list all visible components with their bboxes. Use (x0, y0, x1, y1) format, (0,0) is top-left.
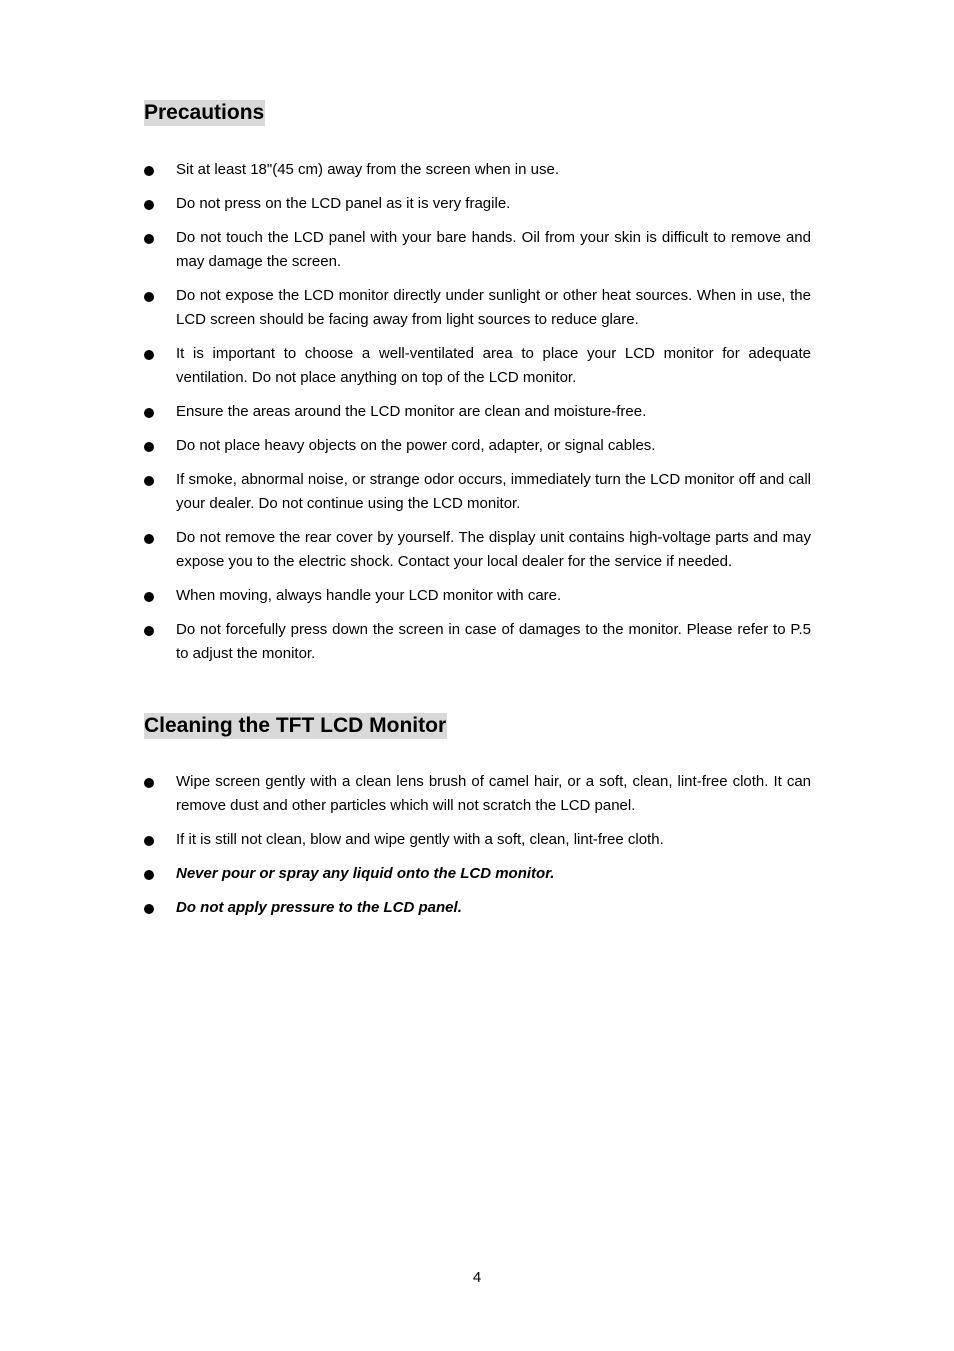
list-item-text: It is important to choose a well-ventilated area to place your LCD monitor for adequate ventilation. Do not place anything on top of the LCD monitor. (176, 345, 811, 386)
list-item-text: Do not apply pressure to the LCD panel. (176, 899, 462, 916)
list-item (144, 828, 811, 852)
list-item-text: Do not expose the LCD monitor directly under sunlight or other heat sources. When in use, the LCD screen should be facing away from light sources to reduce glare. (176, 287, 811, 328)
list-item (144, 192, 811, 216)
list-item-text: Never pour or spray any liquid onto the LCD monitor. (176, 865, 555, 882)
bullet-icon (144, 476, 154, 486)
list-item-text: When moving, always handle your LCD monitor with care. (176, 587, 562, 604)
bullet-icon (144, 836, 154, 846)
list-item-text: Do not forcefully press down the screen in case of damages to the monitor. Please refer to P.5 to adjust the monitor. (176, 621, 811, 662)
section-heading-cleaning: Cleaning the TFT LCD Monitor (144, 714, 447, 737)
bullet-icon (144, 292, 154, 302)
list-item-text: Sit at least 18"(45 cm) away from the screen when in use. (176, 161, 559, 178)
bullet-icon (144, 626, 154, 636)
bullet-icon (144, 234, 154, 244)
list-item (144, 584, 811, 608)
precautions-list (144, 158, 811, 676)
list-item-text: Do not place heavy objects on the power cord, adapter, or signal cables. (176, 437, 656, 454)
list-item-text: If smoke, abnormal noise, or strange odor occurs, immediately turn the LCD monitor off and call your dealer. Do not continue using the LCD monitor. (176, 471, 811, 512)
list-item-text: Do not remove the rear cover by yourself. The display unit contains high-voltage parts and may expose you to the electric shock. Contact your local dealer for the service if needed. (176, 529, 811, 570)
bullet-icon (144, 350, 154, 360)
list-item-text: If it is still not clean, blow and wipe gently with a soft, clean, lint-free cloth. (176, 831, 664, 848)
list-item (144, 158, 811, 182)
list-item (144, 284, 811, 332)
list-item-text: Do not press on the LCD panel as it is very fragile. (176, 195, 511, 212)
bullet-icon (144, 200, 154, 210)
bullet-icon (144, 534, 154, 544)
list-item-text: Do not touch the LCD panel with your bare hands. Oil from your skin is difficult to remove and may damage the screen. (176, 229, 811, 270)
bullet-icon (144, 904, 154, 914)
bullet-icon (144, 408, 154, 418)
bullet-icon (144, 166, 154, 176)
list-item-text: Wipe screen gently with a clean lens brush of camel hair, or a soft, clean, lint-free cloth. It can remove dust and other particles which will not scratch the LCD panel. (176, 773, 811, 814)
list-item (144, 468, 811, 516)
list-item-text: Ensure the areas around the LCD monitor are clean and moisture-free. (176, 403, 647, 420)
list-item (144, 526, 811, 574)
list-item (144, 434, 811, 458)
bullet-icon (144, 870, 154, 880)
bullet-icon (144, 778, 154, 788)
list-item (144, 226, 811, 274)
list-item (144, 400, 811, 424)
cleaning-list (144, 770, 811, 930)
bullet-icon (144, 442, 154, 452)
list-item (144, 618, 811, 666)
list-item (144, 770, 811, 818)
page-number: 4 (472, 1269, 482, 1286)
section-heading-precautions: Precautions (144, 101, 265, 124)
list-item (144, 342, 811, 390)
list-item (144, 862, 811, 886)
bullet-icon (144, 592, 154, 602)
list-item (144, 896, 811, 920)
